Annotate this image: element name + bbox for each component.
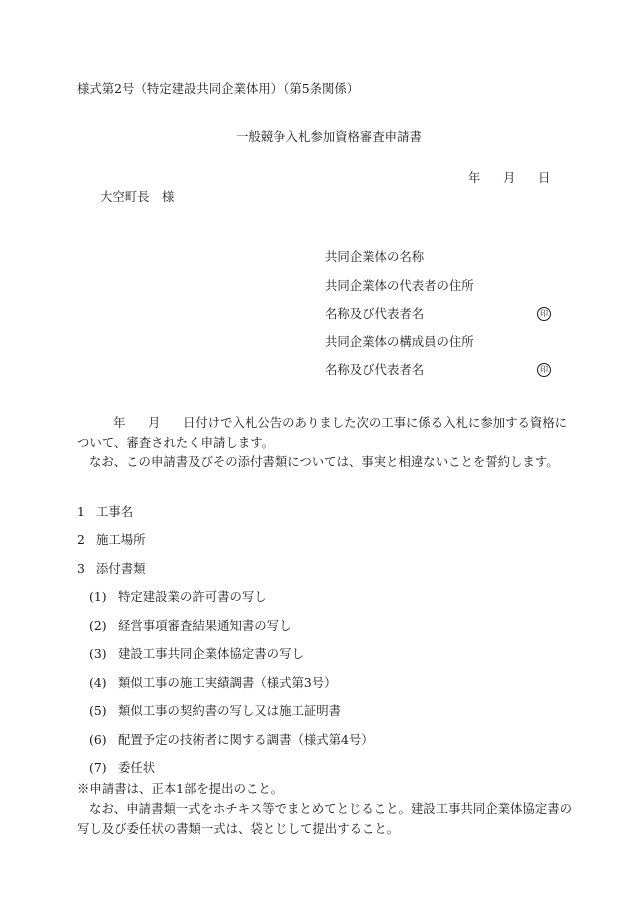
list-item-number: (4) xyxy=(89,675,107,690)
seal-mark-1: 印 xyxy=(537,307,551,321)
body-line2: ついて、審査されたく申請します。 xyxy=(77,435,275,450)
list-item: 特定建設業の許可書の写し xyxy=(118,589,267,604)
item-number: 1 xyxy=(77,504,85,519)
note-line-3: 写し及び委任状の書類一式は、袋とじして提出すること。 xyxy=(77,821,400,836)
body-line1: 日付けで入札公告のありました次の工事に係る入札に参加する資格に xyxy=(183,415,568,430)
member-name-label: 名称及び代表者名 xyxy=(325,362,425,377)
body-year: 年 xyxy=(113,415,126,430)
list-item-number: (5) xyxy=(89,703,107,718)
list-item-number: (7) xyxy=(89,760,107,775)
list-item: 配置予定の技術者に関する調書（様式第4号） xyxy=(118,732,374,747)
list-item: 類似工事の契約書の写し又は施工証明書 xyxy=(118,703,342,718)
list-item-number: (6) xyxy=(89,732,107,747)
item-number: 3 xyxy=(77,561,85,576)
body-line3: なお、この申請書及びその添付書類については、事実と相違ないことを誓約します。 xyxy=(89,454,559,469)
form-label: 様式第2号（特定建設共同企業体用）（第5条関係） xyxy=(77,81,360,96)
item-attachments: 添付書類 xyxy=(96,561,146,576)
date-day: 日 xyxy=(538,170,551,185)
member-address-label: 共同企業体の構成員の住所 xyxy=(325,334,474,349)
list-item-number: (1) xyxy=(89,589,107,604)
date-month: 月 xyxy=(503,170,516,185)
rep-name-label: 名称及び代表者名 xyxy=(325,306,425,321)
addressee: 大空町長 様 xyxy=(100,189,175,204)
note-line-2: なお、申請書類一式をホチキス等でまとめてとじること。建設工事共同企業体協定書の xyxy=(89,801,572,816)
list-item: 経営事項審査結果通知書の写し xyxy=(118,618,292,633)
list-item-number: (2) xyxy=(89,618,107,633)
list-item: 類似工事の施工実績調書（様式第3号） xyxy=(118,675,337,690)
item-construction-name: 工事名 xyxy=(96,504,134,519)
jv-name-label: 共同企業体の名称 xyxy=(325,249,425,264)
list-item: 建設工事共同企業体協定書の写し xyxy=(118,646,304,661)
date-year: 年 xyxy=(468,170,481,185)
note-line-1: ※申請書は、正本1部を提出のこと。 xyxy=(77,781,284,796)
list-item: 委任状 xyxy=(118,760,156,775)
document-title: 一般競争入札参加資格審査申請書 xyxy=(236,129,422,144)
rep-address-label: 共同企業体の代表者の住所 xyxy=(325,278,474,293)
seal-mark-2: 印 xyxy=(537,363,551,377)
list-item-number: (3) xyxy=(89,646,107,661)
body-month: 月 xyxy=(148,415,161,430)
item-construction-site: 施工場所 xyxy=(96,532,146,547)
item-number: 2 xyxy=(77,532,85,547)
